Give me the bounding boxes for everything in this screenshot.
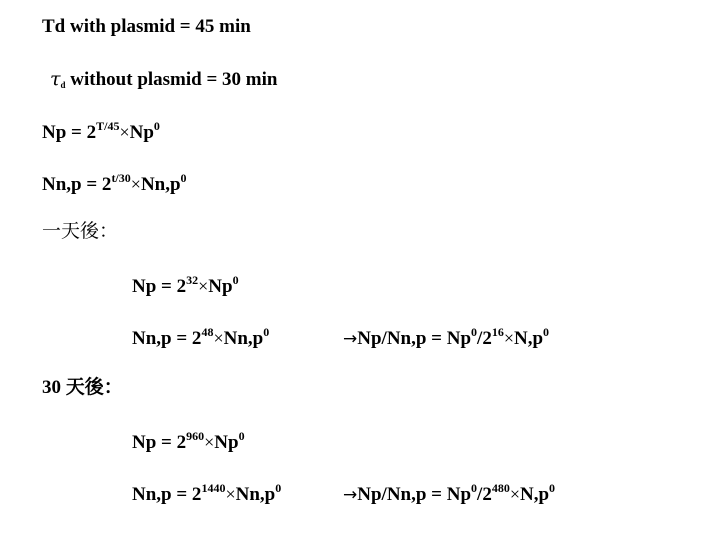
td-with-plasmid-label: Td with plasmid = 45 min [42,16,251,37]
day30-ratio-exponent: 480 [491,481,510,495]
td-without-plasmid-label: without plasmid = 30 min [65,69,278,90]
td-without-plasmid-text [50,70,277,90]
day30-np-equation [132,430,245,452]
times-sign: × [225,484,236,504]
times-sign: × [119,122,130,142]
day30-np-rhs: Np [214,432,239,453]
day1-np-lhs: Np = 2 [132,276,187,297]
tau-subscript: d [60,80,66,90]
day30-ratio-rhs: N,p [519,484,550,505]
day1-np-exponent: 32 [186,273,199,287]
day1-label: 一天後： [42,220,119,242]
day30-nnp-rhs: Nn,p [235,484,276,505]
day30-nnp-exponent: 1440 [201,481,226,495]
np-eq-lhs: Np = 2 [42,122,97,143]
day30-ratio-mid: /2 [477,484,492,505]
times-sign: × [503,328,514,348]
np-eq-exponent: T/45 [96,119,120,133]
np-eq-rhs: Np [129,122,154,143]
day30-np-rhs-sup: 0 [238,429,245,443]
day30-ratio-lhs-sup: 0 [471,481,478,495]
day30-nnp-rhs-sup: 0 [275,481,282,495]
day1-ratio-lhs-sup: 0 [471,325,478,339]
nnp-eq-lhs: Nn,p = 2 [42,174,112,195]
times-sign: × [204,432,215,452]
times-sign: × [130,174,141,194]
day1-np-rhs: Np [208,276,233,297]
day1-nnp-equation [132,326,269,348]
right-arrow-icon: → [343,485,358,505]
times-sign: × [198,276,209,296]
day1-np-equation [132,274,239,296]
day1-ratio-rhs: N,p [513,328,544,349]
day30-ratio-equation [343,482,555,504]
times-sign: × [213,328,224,348]
times-sign: × [509,484,520,504]
right-arrow-icon: → [343,329,358,349]
day1-ratio-lhs: Np/Nn,p = Np [357,328,472,349]
day1-ratio-equation [343,326,549,348]
day30-np-lhs: Np = 2 [132,432,187,453]
day1-nnp-exponent: 48 [201,325,214,339]
day1-nnp-lhs: Nn,p = 2 [132,328,202,349]
np-eq-rhs-sup: 0 [153,119,160,133]
day1-nnp-rhs: Nn,p [223,328,264,349]
day30-ratio-rhs-sup: 0 [549,481,556,495]
nnp-equation [42,172,187,194]
day30-ratio-lhs: Np/Nn,p = Np [357,484,472,505]
day1-ratio-exponent: 16 [491,325,504,339]
day1-ratio-rhs-sup: 0 [543,325,550,339]
day30-np-exponent: 960 [186,429,205,443]
nnp-eq-rhs-sup: 0 [180,171,187,185]
day1-np-rhs-sup: 0 [232,273,239,287]
nnp-eq-exponent: t/30 [111,171,131,185]
tau-symbol: τ [50,68,61,90]
day30-label-text: 30 天後： [42,377,123,398]
day1-ratio-mid: /2 [477,328,492,349]
day30-nnp-equation [132,482,281,504]
day1-nnp-rhs-sup: 0 [263,325,270,339]
td-with-plasmid-text [42,17,251,36]
day30-label [42,378,123,397]
np-equation [42,120,160,142]
nnp-eq-rhs: Nn,p [140,174,181,195]
day30-nnp-lhs: Nn,p = 2 [132,484,202,505]
